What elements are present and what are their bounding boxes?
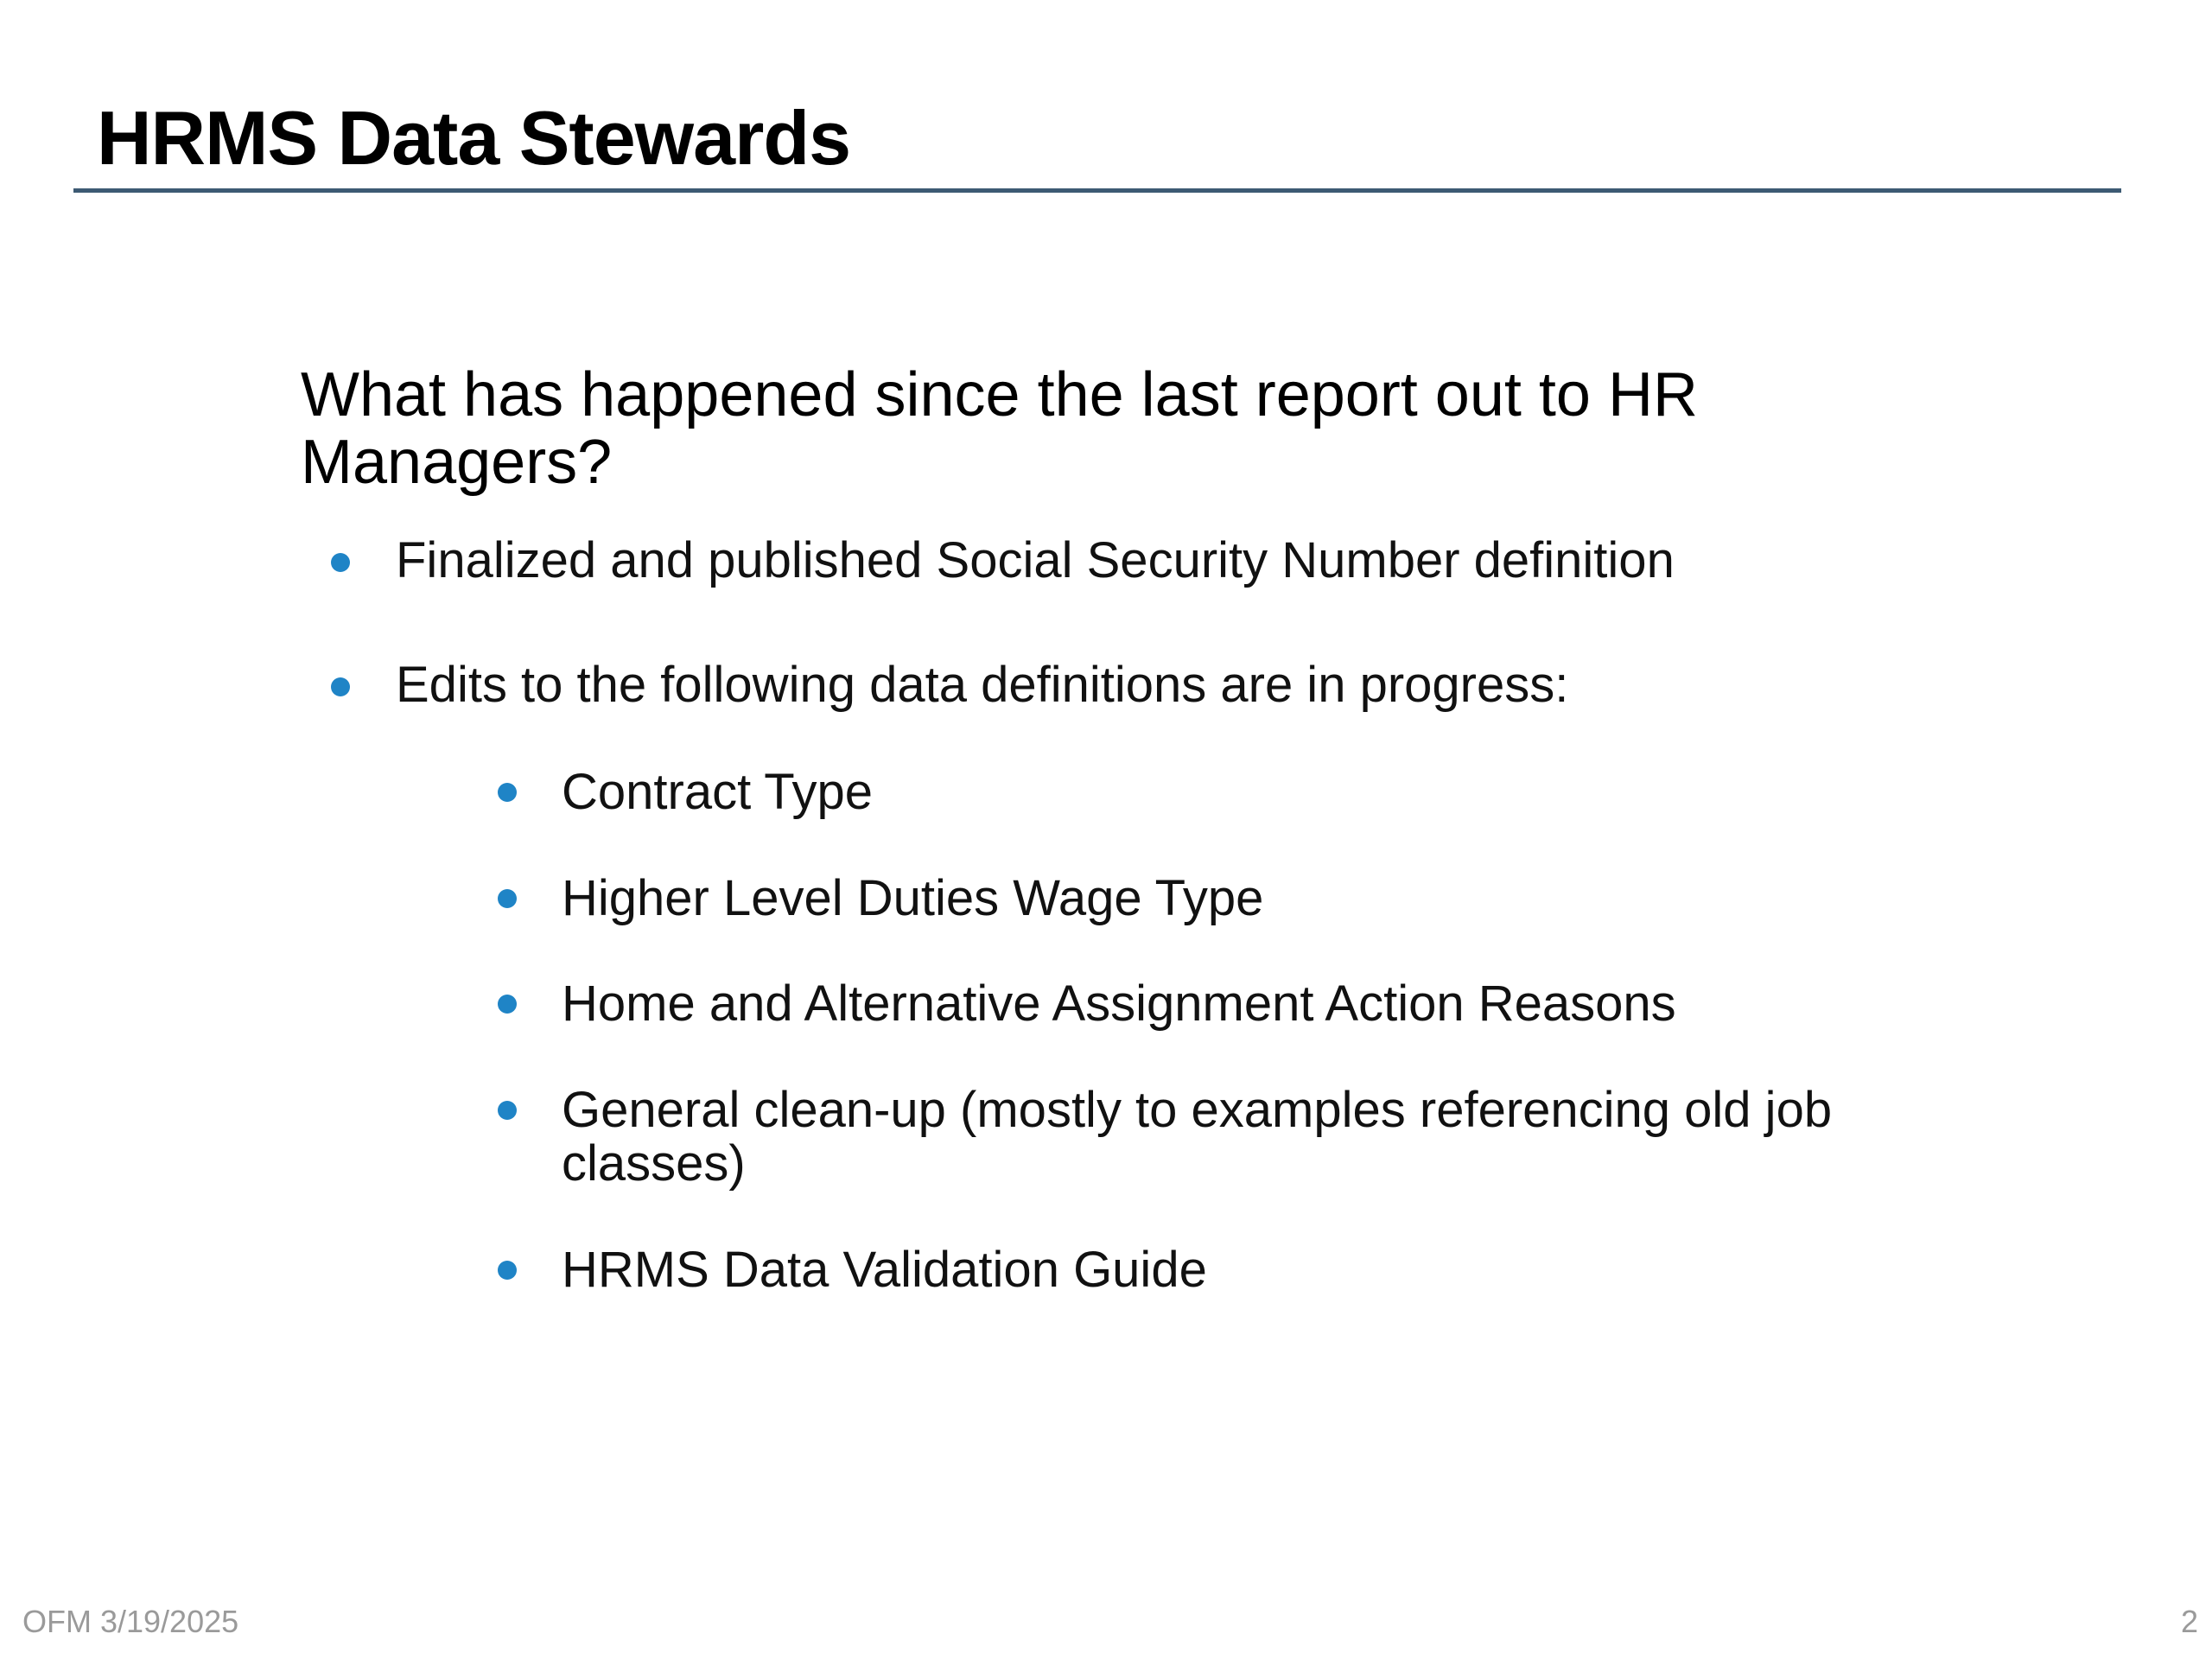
bullet-text: Finalized and published Social Security Number definition: [396, 532, 1675, 588]
question-heading: What has happened since the last report out to HR Managers?: [301, 360, 1698, 497]
sub-bullet-text: Contract Type: [562, 764, 874, 820]
bullet-dot-icon: [331, 553, 350, 572]
bullet-text: Edits to the following data definitions are in progress:: [396, 657, 1569, 713]
sub-bullet-higher-level-duties: [562, 872, 1875, 925]
bullet-dot-icon: [498, 889, 517, 908]
sub-bullet-text: General clean-up (mostly to examples referencing old job classes): [562, 1082, 1833, 1192]
sub-bullet-text: Higher Level Duties Wage Type: [562, 870, 1264, 926]
sub-bullet-text: Home and Alternative Assignment Action Reasons: [562, 976, 1676, 1032]
bullet-dot-icon: [498, 783, 517, 802]
sub-bullet-text: HRMS Data Validation Guide: [562, 1242, 1207, 1298]
sub-bullet-contract-type: [562, 766, 1875, 819]
bullet-dot-icon: [498, 1101, 517, 1120]
footer-date: OFM 3/19/2025: [22, 1604, 239, 1639]
bullet-dot-icon: [498, 1261, 517, 1280]
title-divider: [73, 188, 2121, 193]
page-number: 2: [2180, 1604, 2198, 1639]
bullet-item-edits: [396, 658, 2037, 712]
sub-bullet-general-cleanup: [562, 1084, 1875, 1191]
slide-title: HRMS Data Stewards: [97, 95, 851, 181]
bullet-dot-icon: [498, 995, 517, 1014]
sub-bullet-home-alternative: [562, 977, 1875, 1031]
sub-bullet-validation-guide: [562, 1243, 1875, 1297]
bullet-item-ssn: [396, 534, 2037, 588]
bullet-dot-icon: [331, 677, 350, 696]
